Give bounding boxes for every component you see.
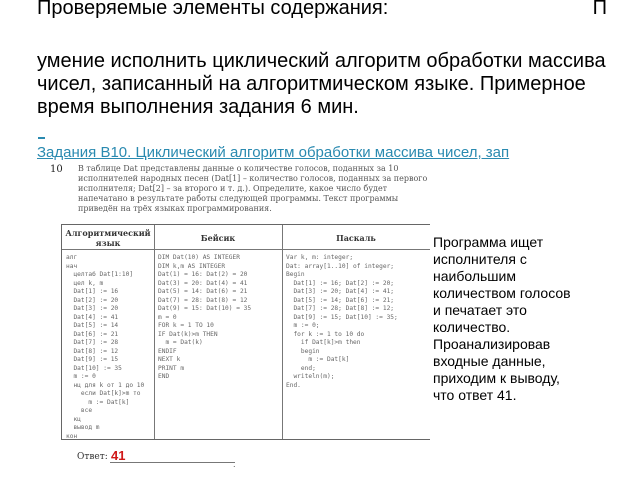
explanation-line: приходим к выводу,	[433, 370, 560, 386]
answer-line	[110, 462, 235, 463]
code-basic: DIM Dat(10) AS INTEGER DIM k,m AS INTEGER Dat(1) = 16: Dat(2) = 20 Dat(3) = 20: Dat(4) = 41 Dat(5) = 14: Dat(6) = 21 Dat(7) = 28: Dat(8) = 12 Dat(9) = 15: Dat(10) = 35 m = 0 FOR k = 1 TO 10 IF Dat(k)>m THEN m = Dat(k) ENDIF NEXT k PRINT m END	[158, 254, 252, 380]
header-pascal: Паскаль	[336, 233, 376, 243]
answer-value: 41	[111, 448, 126, 463]
table-column-divider	[282, 225, 283, 439]
explanation-line: количество.	[433, 319, 511, 335]
table-header-divider	[62, 249, 430, 250]
code-algorithmic: алг нач целтаб Dat[1:10] цел k, m Dat[1] := 16 Dat[2] := 20 Dat[3] := 20 Dat[4] := 41 Dat[5] := 14 Dat[6] := 21 Dat[7] := 28 Dat[8] := 12 Dat[9] := 15 Dat[10] := 35 m := 0 нц для k от 1 до 10 если Dat[k]>m то m := Dat[k] все кц вывод m кон	[66, 254, 145, 440]
explanation-line: исполнителя с	[433, 251, 527, 267]
program-table	[61, 224, 430, 440]
explanation-text	[433, 234, 633, 404]
task-scan-image	[45, 160, 430, 478]
slide-title-tail: П	[592, 0, 607, 19]
explanation-line: Программа ищет	[433, 234, 544, 250]
answer-dot: .	[233, 460, 236, 469]
slide-title	[37, 0, 607, 20]
header-algorithmic: Алгоритмический язык	[65, 228, 151, 248]
task-link[interactable]: Задания В10. Циклический алгоритм обработки массива чисел, зап	[37, 144, 510, 160]
explanation-line: и печатает это	[433, 302, 527, 318]
explanation-line: входные данные,	[433, 353, 546, 369]
code-pascal: Var k, m: integer; Dat: array[1..10] of integer; Begin Dat[1] := 16; Dat[2] := 20; Dat[3] := 20; Dat[4] := 41; Dat[5] := 14; Dat[6] := 21; Dat[7] := 28; Dat[8] := 12; Dat[9] := 15; Dat[10] := 35; m := 0; for k := 1 to 10 do if Dat[k]>m then begin m := Dat[k] end; writeln(m); End.	[286, 254, 398, 389]
explanation-line: наибольшим	[433, 268, 516, 284]
link-marker	[38, 137, 45, 139]
slide-title-text: Проверяемые элементы содержания:	[37, 0, 389, 19]
table-column-divider	[154, 225, 155, 439]
task-intro: В таблице Dat представлены данные о количестве голосов, поданных за 10 исполнителей народных песен (Dat[1] – количество голосов, поданных за первого исполнителя; Dat[2] – за второго и т. д.). Определите, какое число будет напечатано в результате работы следующей программы. Текст программы приведён на трёх языках программирования.	[78, 164, 428, 213]
explanation-line: что ответ 41.	[433, 387, 517, 403]
slide-description: умение исполнить циклический алгоритм обработки массива чисел, записанный на алгоритмическом языке. Примерное время выполнения задания 6 мин.	[37, 50, 606, 118]
explanation-line: количеством голосов	[433, 285, 571, 301]
header-basic: Бейсик	[200, 233, 236, 243]
task-number: 10	[50, 164, 63, 175]
explanation-line: Проанализировав	[433, 336, 551, 352]
answer-label: Ответ:	[77, 452, 108, 462]
